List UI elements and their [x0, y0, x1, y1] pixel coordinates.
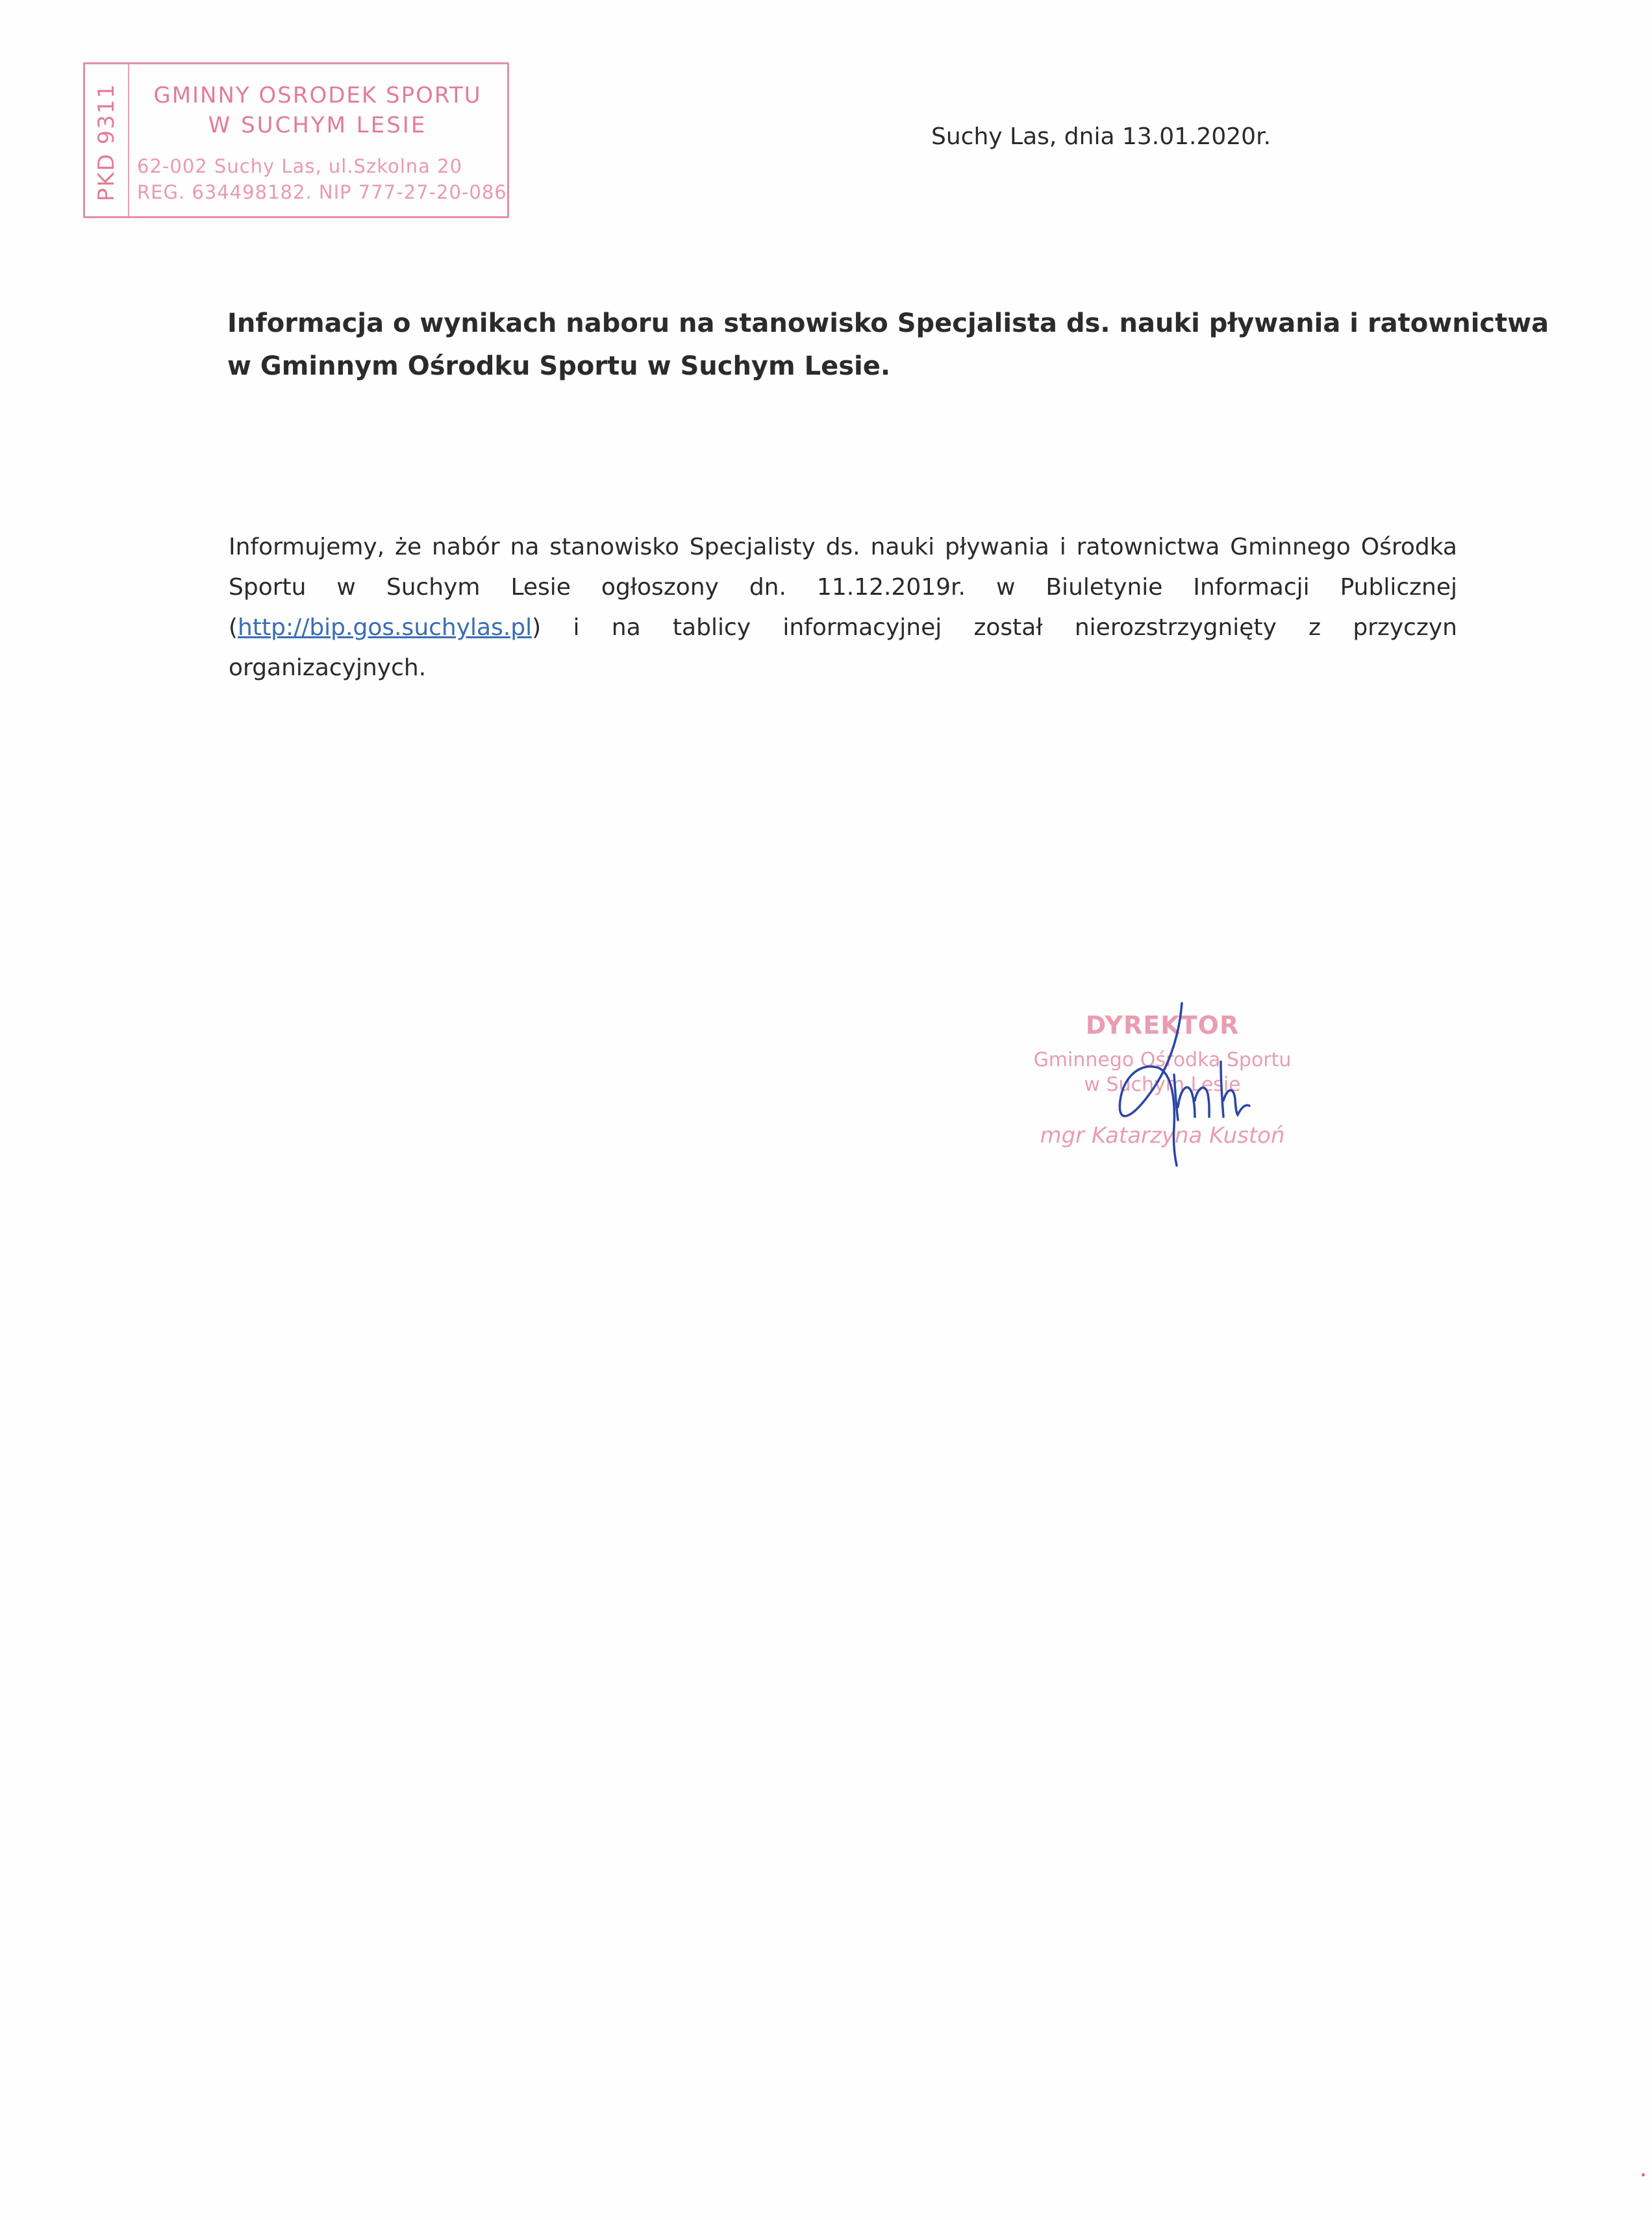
document-date: Suchy Las, dnia 13.01.2020r.: [931, 123, 1271, 150]
director-stamp-title: DYREKTOR: [1085, 1011, 1240, 1040]
title-line-1: Informacja o wynikach naboru na stanowisko Specjalista ds. nauki pływania i ratownictwa: [227, 308, 1549, 338]
director-stamp-location: w Suchym Lesie: [1084, 1073, 1241, 1096]
stamp-side-code: PKD 9311: [94, 82, 119, 202]
stamp-institution-name: GMINNY OSRODEK SPORTU: [153, 82, 482, 108]
body-line-1: Informujemy, że nabór na stanowisko Specjalisty ds. nauki pływania i ratownictwa Gminnego Ośrodka: [229, 534, 1457, 560]
body-line-3-rest: ) i na tablicy informacyjnej został nierozstrzygnięty z przyczyn: [532, 614, 1457, 641]
stamp-institution-location: W SUCHYM LESIE: [208, 112, 427, 138]
document-title: [227, 302, 1549, 388]
body-line-2: Sportu w Suchym Lesie ogłoszony dn. 11.12.2019r. w Biuletynie Informacji Publicznej: [229, 574, 1457, 601]
bip-link[interactable]: http://bip.gos.suchylas.pl: [238, 614, 532, 641]
director-stamp-institution: Gminnego Ośrodka Sportu: [1033, 1049, 1292, 1071]
body-line-4: organizacyjnych.: [229, 655, 427, 681]
body-open-paren: (: [229, 614, 238, 641]
title-line-2: w Gminnym Ośrodku Sportu w Suchym Lesie.: [227, 351, 891, 381]
stamp-address: 62-002 Suchy Las, ul.Szkolna 20: [137, 155, 463, 177]
body-paragraph: [229, 527, 1457, 688]
scan-speck: [1642, 2173, 1645, 2176]
director-name: mgr Katarzyna Kustoń: [1040, 1123, 1285, 1149]
stamp-registry: REG. 634498182. NIP 777-27-20-086: [137, 181, 507, 203]
handwritten-signature: [1097, 997, 1312, 1179]
stamp-side-panel: [85, 64, 129, 216]
institution-stamp: [83, 62, 509, 218]
body-line-3: [229, 608, 1457, 648]
